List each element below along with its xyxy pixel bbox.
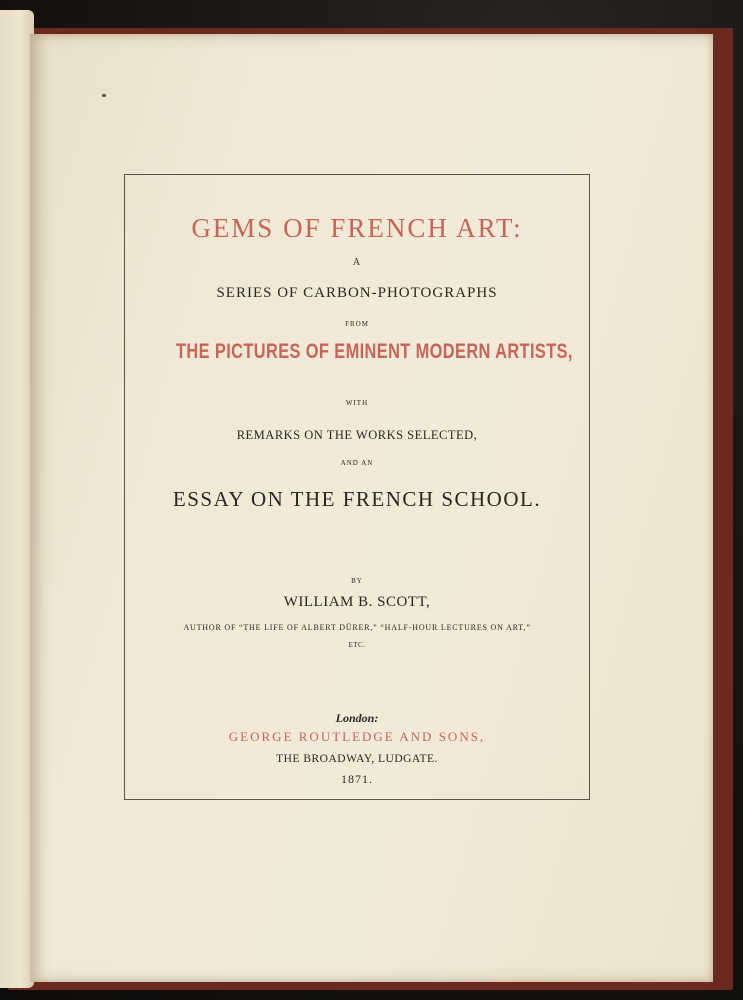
publication-city: London:	[335, 711, 379, 725]
word-with: WITH	[345, 399, 369, 407]
publisher-address: THE BROADWAY, LUDGATE.	[276, 753, 438, 765]
subtitle-remarks: REMARKS ON THE WORKS SELECTED,	[236, 428, 478, 442]
book-title: GEMS OF FRENCH ART:	[191, 213, 523, 243]
left-page-edge	[0, 10, 34, 988]
publisher-name: GEORGE ROUTLEDGE AND SONS,	[228, 729, 486, 744]
word-by: BY	[351, 577, 363, 585]
author-credits-etc: ETC.	[348, 641, 366, 649]
title-page-border-frame	[124, 174, 590, 800]
publication-year: 1871.	[341, 772, 373, 786]
subtitle-series: SERIES OF CARBON-PHOTOGRAPHS	[216, 285, 498, 301]
subtitle-pictures: THE PICTURES OF EMINENT MODERN ARTISTS,	[176, 340, 573, 363]
author-name: WILLIAM B. SCOTT,	[283, 594, 431, 610]
word-from: FROM	[345, 320, 369, 328]
paper-speck	[102, 94, 106, 97]
author-credits: AUTHOR OF “THE LIFE OF ALBERT DÜRER,” “HALF-HOUR LECTURES ON ART,”	[183, 623, 531, 632]
word-and-an: AND AN	[340, 459, 374, 467]
article-a: A	[352, 257, 362, 268]
subtitle-essay: ESSAY ON THE FRENCH SCHOOL.	[172, 487, 542, 511]
title-page	[30, 34, 713, 982]
